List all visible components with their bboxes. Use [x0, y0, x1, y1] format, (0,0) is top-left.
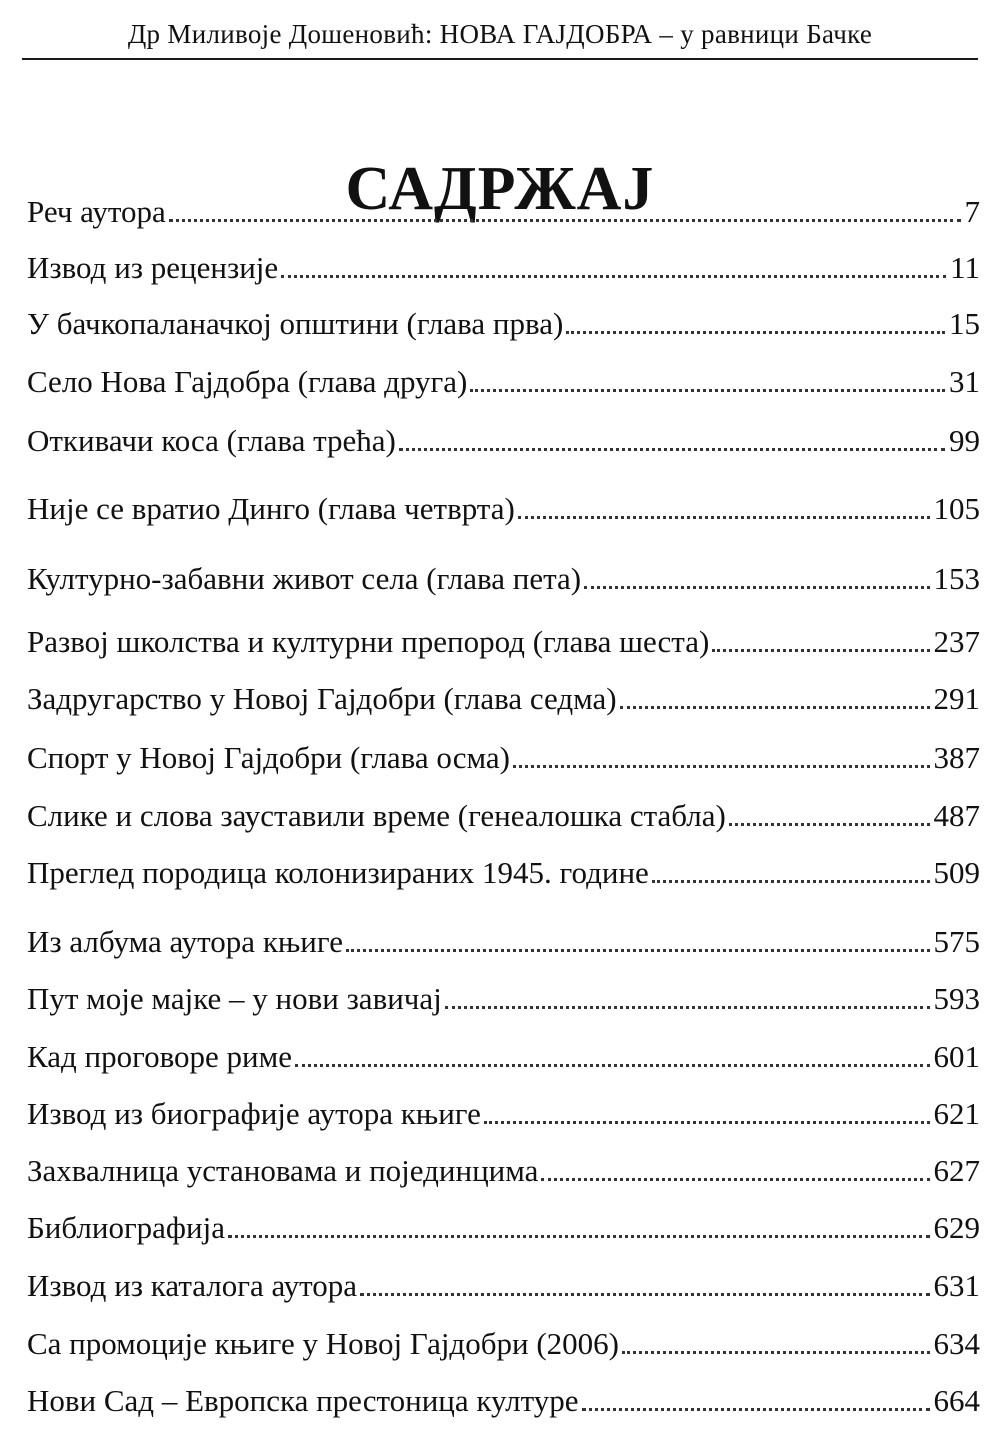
toc-page-number: 627: [933, 1153, 980, 1188]
toc-page-number: 575: [933, 924, 980, 959]
toc-page-number: 487: [933, 798, 980, 833]
toc-leader-dots: [445, 1006, 930, 1009]
toc-entry-title: Културно-забавни живот села (глава пета): [27, 561, 582, 596]
toc-page-number: 11: [950, 250, 980, 285]
toc-page-number: 31: [949, 364, 980, 399]
toc-entry-title: Реч аутора: [27, 194, 166, 229]
toc-entry-title: Извод из каталога аутора: [27, 1268, 358, 1303]
toc-entry[interactable]: [27, 1033, 980, 1077]
toc-leader-dots: [729, 823, 930, 826]
running-title: Др Миливоје Дошеновић: НОВА ГАЈДОБРА – у равници Бачке: [127, 19, 873, 49]
toc-leader-dots: [228, 1235, 930, 1238]
toc-leader-dots: [169, 219, 961, 222]
toc-entry[interactable]: [27, 792, 980, 836]
toc-entry-title: Са промоције књиге у Новој Гајдобри (2006): [27, 1326, 619, 1361]
toc-page-number: 664: [933, 1383, 980, 1418]
toc-entry-title: Слике и слова зауставили време (генеалошка стабла): [27, 798, 726, 833]
toc-leader-dots: [470, 389, 945, 392]
toc-page-number: 105: [933, 491, 980, 526]
toc-entry[interactable]: [27, 1262, 980, 1306]
toc-entry[interactable]: [27, 975, 980, 1019]
toc-leader-dots: [620, 706, 930, 709]
toc-entry-title: Није се вратио Динго (глава четврта): [27, 491, 515, 526]
toc-page-number: 237: [933, 624, 980, 659]
toc-leader-dots: [652, 880, 930, 883]
toc-entry[interactable]: [27, 918, 980, 962]
toc-entry[interactable]: [27, 734, 980, 778]
toc-entry[interactable]: [27, 417, 980, 461]
toc-entry[interactable]: [27, 485, 980, 529]
toc-page-number: 593: [933, 981, 980, 1016]
toc-entry-title: Кад проговоре риме: [27, 1039, 292, 1074]
toc-entry-title: Развој школства и културни препород (глава шеста): [27, 624, 710, 659]
toc-entry[interactable]: [27, 300, 980, 344]
toc-entry-title: Извод из биографије аутора књиге: [27, 1096, 481, 1131]
toc-leader-dots: [582, 1408, 930, 1411]
toc-leader-dots: [541, 1178, 929, 1181]
toc-leader-dots: [622, 1351, 930, 1354]
toc-entry-title: Из албума аутора књиге: [27, 924, 343, 959]
toc-leader-dots: [712, 649, 929, 652]
toc-entry[interactable]: [27, 358, 980, 402]
toc-leader-dots: [399, 448, 945, 451]
toc-entry[interactable]: [27, 555, 980, 599]
toc-leader-dots: [566, 331, 945, 334]
toc-leader-dots: [281, 275, 946, 278]
toc-page-number: 629: [933, 1210, 980, 1245]
toc-page-number: 509: [933, 855, 980, 890]
toc-entry-title: Преглед породица колонизираних 1945. године: [27, 855, 649, 890]
toc-entry[interactable]: [27, 1090, 980, 1134]
toc-title: САДРЖАЈ: [345, 154, 655, 223]
toc-leader-dots: [518, 516, 930, 519]
toc-page-number: 601: [933, 1039, 980, 1074]
toc-leader-dots: [513, 765, 930, 768]
toc-page-number: 387: [933, 740, 980, 775]
toc-entry-title: Захвалница установама и појединцима: [27, 1153, 539, 1188]
toc-entry-title: Нови Сад – Европска престоница културе: [27, 1383, 579, 1418]
toc-entry-title: Спорт у Новој Гајдобри (глава осма): [27, 740, 510, 775]
running-header: [22, 14, 978, 60]
toc-entry[interactable]: [27, 1147, 980, 1191]
toc-leader-dots: [584, 586, 929, 589]
toc-entry-title: Откивачи коса (глава трећа): [27, 423, 396, 458]
toc-page-number: 99: [949, 423, 980, 458]
toc-entry-title: Пут моје мајке – у нови завичај: [27, 981, 442, 1016]
toc-entry-title: Библиографија: [27, 1210, 225, 1245]
toc-entry[interactable]: [27, 849, 980, 893]
toc-page-number: 631: [933, 1268, 980, 1303]
toc-page-number: 291: [933, 681, 980, 716]
toc-entry[interactable]: [27, 188, 980, 232]
toc-page-number: 153: [933, 561, 980, 596]
toc-leader-dots: [484, 1121, 930, 1124]
toc-entry[interactable]: [27, 1204, 980, 1248]
toc-entry[interactable]: [27, 1320, 980, 1364]
toc-entry-title: Село Нова Гајдобра (глава друга): [27, 364, 468, 399]
toc-entry[interactable]: [27, 1377, 980, 1421]
toc-entry[interactable]: [27, 618, 980, 662]
toc-entry[interactable]: [27, 244, 980, 288]
toc-leader-dots: [346, 949, 930, 952]
toc-page-number: 7: [964, 194, 980, 229]
toc-page-number: 15: [949, 306, 980, 341]
toc-leader-dots: [295, 1064, 930, 1067]
toc-page-number: 634: [933, 1326, 980, 1361]
toc-entry-title: Извод из рецензије: [27, 250, 279, 285]
toc-page-number: 621: [933, 1096, 980, 1131]
toc-entry[interactable]: [27, 675, 980, 719]
toc-leader-dots: [360, 1293, 929, 1296]
toc-entry-title: Задругарство у Новој Гајдобри (глава седма): [27, 681, 617, 716]
toc-entry-title: У бачкопаланачкој општини (глава прва): [27, 306, 564, 341]
